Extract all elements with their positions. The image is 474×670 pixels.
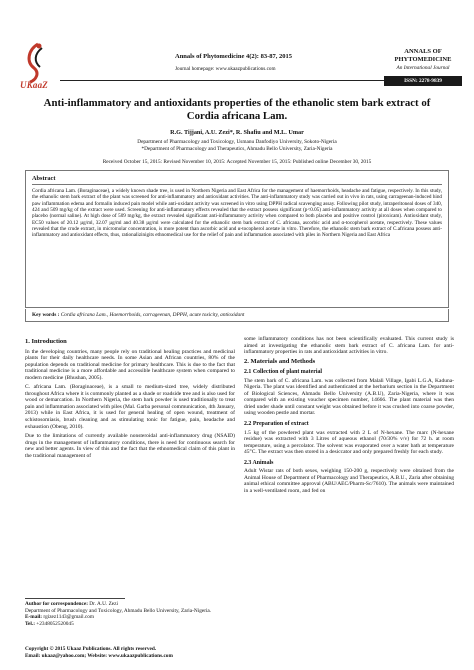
journal-badge bbox=[384, 48, 462, 86]
logo-wordmark: UKaaZ bbox=[20, 80, 48, 90]
intro-heading: 1. Introduction bbox=[25, 338, 67, 345]
affiliation-1: Department of Pharmacology and Toxicology, Usmanu Danfodiyo University, Sokoto-Nigeria bbox=[137, 139, 337, 145]
tel-number: +2348052520045 bbox=[36, 620, 74, 627]
subsection-2-2-text: 1.5 kg of the powdered plant was extracted with 2 L of N-hexane. The marc (N-hexane residue) was extracted with 3 Litres of aqueous ethanol (70/30% v/v) for 72 h. at room temperature, using a percolator. The solvent was evaporated over a water bath at temperature 45°C. The extract was then stored in a desiccator and only prepared freshly for each study. bbox=[244, 429, 454, 456]
badge-title-line2: PHYTOMEDICINE bbox=[394, 55, 452, 63]
affiliations bbox=[30, 139, 444, 152]
abstract-text: Cordia africana Lam. (Boraginaceae), a widely known shade tree, is used in Northern Nigeria and East Africa for the management of haemorrhoids, headache and fatigue, respectively. In this study, the ethanolic stem bark extract of the plant was screened for anti-inflammatory and antioxidant activities. The anti-inflammatory study was carried out in vivo in rats, using carrageenan-induced hind paw inflammation edema and formalin induced pain model while anti-oxidant activity was screened in vitro using DPPH radical scavenging assay. Following pilot study, intraperitoneal doses of 340, 424 and 509 mg/kg of the extract were used. Screening for anti-inflammatory effects revealed that the extract possess significant (p<0.05) anti-inflammatory activity at all doses when compared to placebo (normal saline). At high dose of 509 mg/kg, the extract revealed significant anti-inflammatory activity when compared to both placebo and positive control (piroxicam). Antioxidant study, EC50 values of 20.12 µg/ml, 32.07 µg/ml and 40.38 µg/ml were calculated for the ethanolic stem bark extract of C. africana, ascorbic acid and α-tocopherol acetate, respectively. These values revealed that the crude extract, in micromolar concentration, is more potent than ascorbic acid and α-tocopherol acetate in vitro. Therefore, the ethanolic stem bark extract of C.africana possess anti-inflammatory and antioxidant effects, thus, rationalizinigits ethnomedical use for the relief of pain and inflammation associated with piles in Northern Nigeria and East Africa bbox=[32, 188, 442, 239]
footnote-divider bbox=[25, 598, 125, 599]
keywords-text: Cordia africana Lam., Haemorrhoids, carrageenan, DPPH, acute toxicity, antioxidant bbox=[60, 312, 245, 318]
tel-label: Tel.: bbox=[25, 620, 35, 627]
ukaaz-logo-icon bbox=[22, 42, 50, 84]
abstract-heading: Abstract bbox=[32, 175, 442, 185]
keywords-line bbox=[25, 309, 449, 322]
subsection-2-2-heading: 2.2 Preparation of extract bbox=[244, 421, 309, 428]
subsection-2-1-text: The stem bark of C. africana Lam. was collected from Malali Village, Igabi L.G.A, Kaduna-Nigeria. The plant was identified and authenticated at the herbarium section in the Department of Biological Sciences, Ahmadu Bello University (A.B.U), Zaria-Nigeria, where it was compared with an existing voucher specimen number, 14666. The plant material was then dried under shade until constant weight was obtained before it was crushed into coarse powder, using wooden pestle and mortar. bbox=[244, 377, 454, 417]
correspondence-phone bbox=[25, 621, 235, 628]
correspondence-name: Dr. A.U. Zezi bbox=[89, 600, 118, 607]
affiliation-2: *Department of Pharmacology and Therapeutics, Ahmadu Bello University, Zaria-Nigeria bbox=[141, 145, 333, 152]
correspondence-email bbox=[25, 614, 235, 621]
badge-title-line1: ANNALS OF bbox=[404, 48, 442, 55]
correspondence-footnote bbox=[25, 598, 235, 628]
methods-heading: 2. Materials and Methods bbox=[244, 357, 316, 365]
abstract-box bbox=[25, 170, 449, 308]
intro-paragraph-3: Due to the limitations of currently available nonsteroidal anti-inflammatory drug (NSAID) drugs in the management of inflammatory conditions, there is need for continuous search for new and better agents. In view of this and the fact that the ethnomedical claim of this plant in the traditional management of bbox=[25, 433, 235, 459]
intro-paragraph-1: In the developing countries, many people rely on traditional healing practices and medicinal plants for their daily healthcare needs. In some Asian and African countries, 80% of the population depends on traditional medicine for primary healthcare. This is due to the fact that traditional medicine is a more affordable and accessible healthcare system when compared to modern medicine (Bhushan, 2005). bbox=[25, 348, 235, 381]
subsection-2-1-heading: 2.1 Collection of plant material bbox=[244, 369, 323, 376]
keywords-label: Key words : bbox=[32, 312, 60, 318]
copyright-block bbox=[25, 646, 325, 659]
left-column bbox=[25, 336, 235, 462]
badge-subtitle: An International Journal bbox=[396, 65, 450, 71]
copyright-line: Copyright © 2015 Ukaaz Publications. All rights reserved. bbox=[25, 646, 157, 652]
header-divider bbox=[60, 80, 390, 81]
right-column bbox=[244, 336, 454, 497]
correspondence-label: Author for correspondence: bbox=[25, 600, 88, 607]
contact-line: Email: ukaaz@yahoo.com; Website: www.ukaazpublications.com bbox=[25, 652, 173, 659]
subsection-2-3-heading: 2.3 Animals bbox=[244, 459, 274, 466]
email-label: E-mail: bbox=[25, 614, 43, 621]
correspondence-author bbox=[25, 601, 235, 608]
email-link[interactable]: rgizez1143@gmail.com bbox=[43, 614, 95, 621]
journal-citation: Annals of Phytomedicine 4(2): 83-87, 2015 bbox=[175, 53, 292, 60]
journal-homepage: Journal homepage: www.ukaazpublications.com bbox=[175, 66, 276, 72]
intro-continued: some inflammatory conditions has not been scientifically evaluated. This current study is aimed at investigating the ethanolic stem bark extract of C. africana Lam. for anti-inflammatory properties in rats and antioxidant activities in vitro. bbox=[244, 336, 454, 356]
correspondence-department: Department of Pharmacology and Toxicology, Ahmadu Bello University, Zaria-Nigeria. bbox=[25, 607, 212, 614]
paper-title: Anti-inflammatory and antioxidants properties of the ethanolic stem bark extract of Cordia africana Lam. bbox=[43, 97, 431, 122]
issn-label: ISSN: 2278-9839 bbox=[384, 76, 462, 86]
author-list: R.G. Tijjani, A.U. Zezi*, R. Shafiu and M.L. Umar bbox=[170, 129, 304, 136]
subsection-2-3-text: Adult Wistar rats of both sexes, weighing 150-200 g, respectively were obtained from the Animal House of Department of Pharmacology and Therapeutics, A.B.U., Zaria after obtaining animal ethical committee approval (ABU/AEC/Pharm-Sc/7610). The animals were maintained in a well-ventilated room, and fed on bbox=[244, 468, 454, 494]
publication-dates: Received October 15, 2015: Revised November 10, 2015: Accepted November 15, 2015: Published online December 30, 2015 bbox=[102, 159, 372, 165]
intro-paragraph-2: C. africana Lam. (Boraginaceae), is a small to medium-sized tree, widely distributed throughout Africa where it is commonly planted as a shade or roadside tree and is also used for wood or demarcation. In Northern Nigeria, the stem bark powder is used traditionally to treat pain and inflammation associated with piles (Mal. Garba personal communication, 4th January, 2013) while in East Africa, it is used for general healing of open wound, treatment of schistosomiasis, brush cleaning and as stimulating tonic for fatigue, pain, headache and exhaustion (Obeng, 2010). bbox=[25, 384, 235, 430]
